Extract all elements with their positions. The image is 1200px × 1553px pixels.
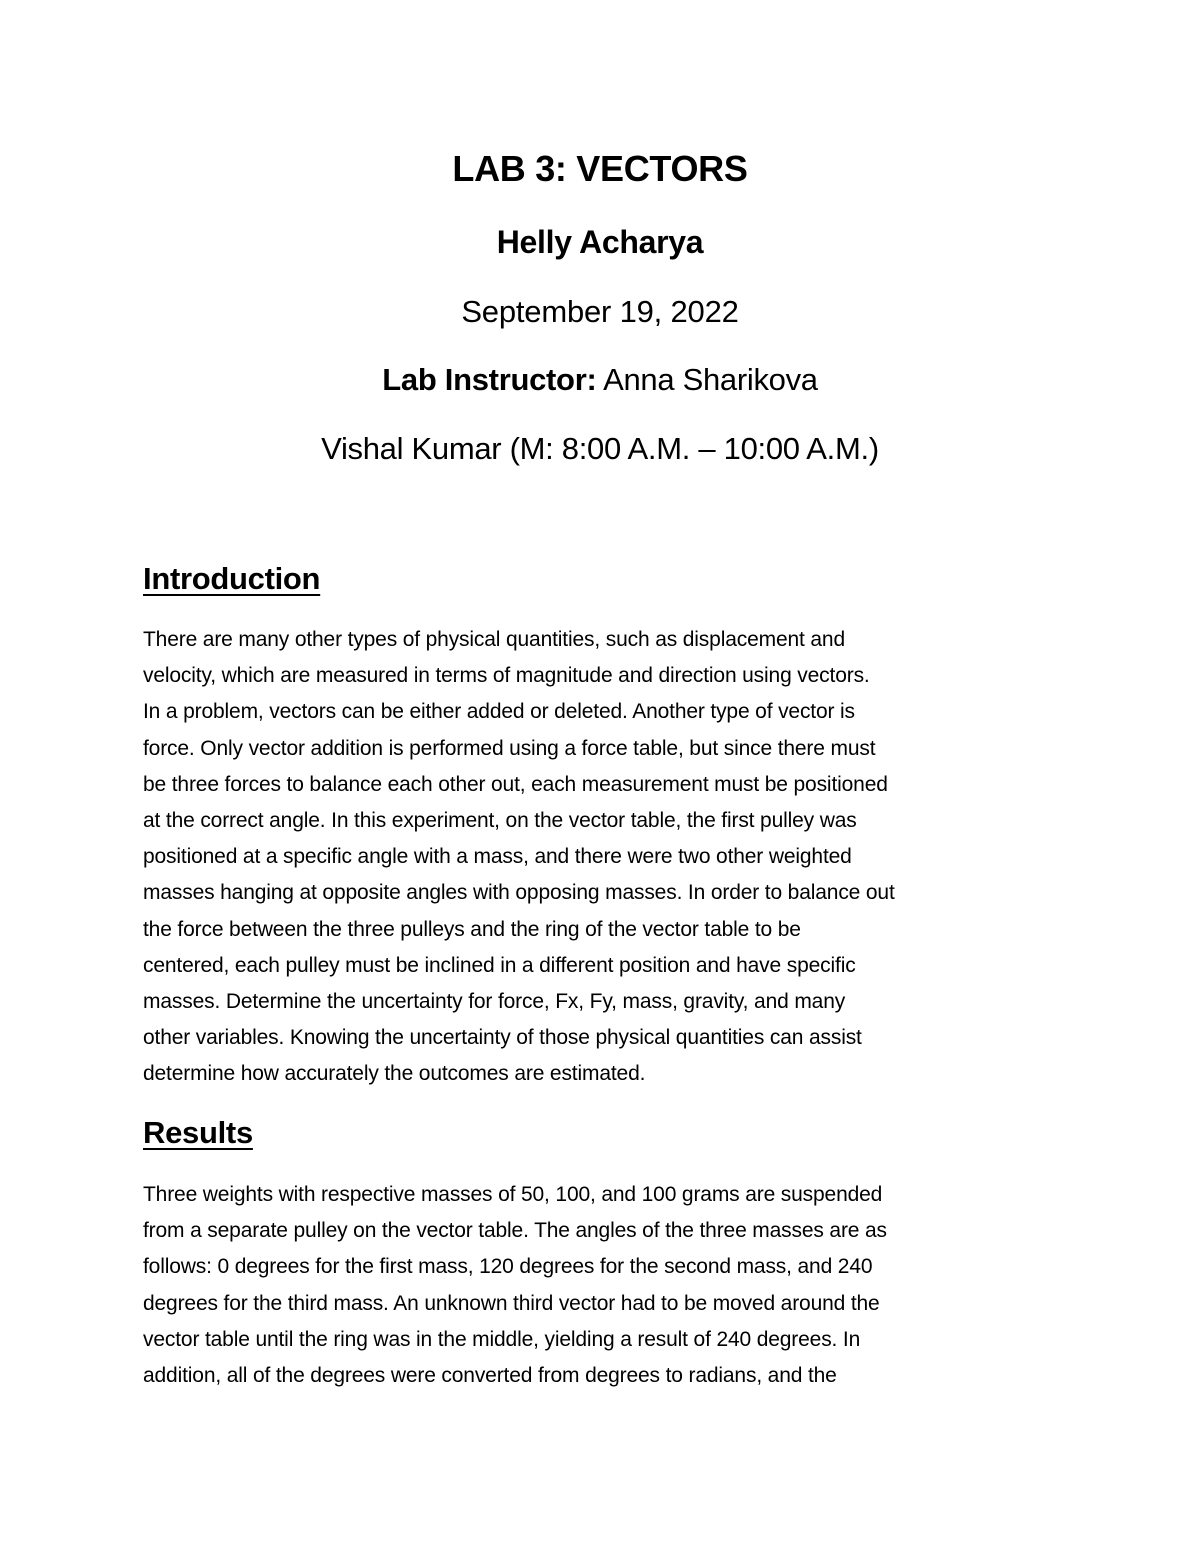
lab-instructor-label: Lab Instructor:	[382, 362, 597, 397]
document-date: September 19, 2022	[461, 294, 739, 329]
document-title: LAB 3: VECTORS	[452, 148, 748, 189]
paragraph-line: vector table until the ring was in the middle, yielding a result of 240 degrees. In	[143, 1327, 861, 1351]
paragraph-line: Three weights with respective masses of 50, 100, and 100 grams are suspended	[143, 1183, 883, 1206]
results-heading: Results	[143, 1115, 253, 1150]
paragraph-line: addition, all of the degrees were converted from degrees to radians, and the	[143, 1364, 837, 1388]
paragraph-line: masses. Determine the uncertainty for force, Fx, Fy, mass, gravity, and many	[143, 990, 846, 1014]
paragraph-line: velocity, which are measured in terms of magnitude and direction using vectors.	[143, 664, 870, 688]
paragraph-line: positioned at a specific angle with a mass, and there were two other weighted	[143, 845, 852, 869]
paragraph-line: from a separate pulley on the vector table. The angles of the three masses are as	[143, 1219, 887, 1243]
lab-instructor-name: Anna Sharikova	[596, 362, 818, 397]
paragraph-line: There are many other types of physical quantities, such as displacement and	[143, 628, 845, 651]
introduction-paragraph	[143, 622, 1083, 1093]
paragraph-line: masses hanging at opposite angles with opposing masses. In order to balance out	[143, 881, 895, 905]
paragraph-line: other variables. Knowing the uncertainty of those physical quantities can assist	[143, 1026, 862, 1050]
paragraph-line: centered, each pulley must be inclined in a different position and have specific	[143, 953, 856, 977]
paragraph-line: In a problem, vectors can be either added or deleted. Another type of vector is	[143, 700, 855, 724]
teaching-assistant-line: Vishal Kumar (M: 8:00 A.M. – 10:00 A.M.)	[321, 431, 879, 466]
paragraph-line: the force between the three pulleys and the ring of the vector table to be	[143, 917, 801, 941]
paragraph-line: at the correct angle. In this experiment, on the vector table, the first pulley was	[143, 809, 857, 833]
paragraph-line: be three forces to balance each other out, each measurement must be positioned	[143, 772, 888, 796]
paragraph-line: determine how accurately the outcomes are estimated.	[143, 1062, 646, 1086]
results-paragraph	[143, 1177, 1083, 1394]
paragraph-line: force. Only vector addition is performed using a force table, but since there must	[143, 736, 876, 760]
author-name: Helly Acharya	[496, 224, 704, 260]
paragraph-line: follows: 0 degrees for the first mass, 120 degrees for the second mass, and 240	[143, 1255, 873, 1279]
introduction-heading: Introduction	[143, 561, 321, 596]
lab-instructor-line	[0, 362, 1200, 398]
paragraph-line: degrees for the third mass. An unknown third vector had to be moved around the	[143, 1291, 880, 1315]
